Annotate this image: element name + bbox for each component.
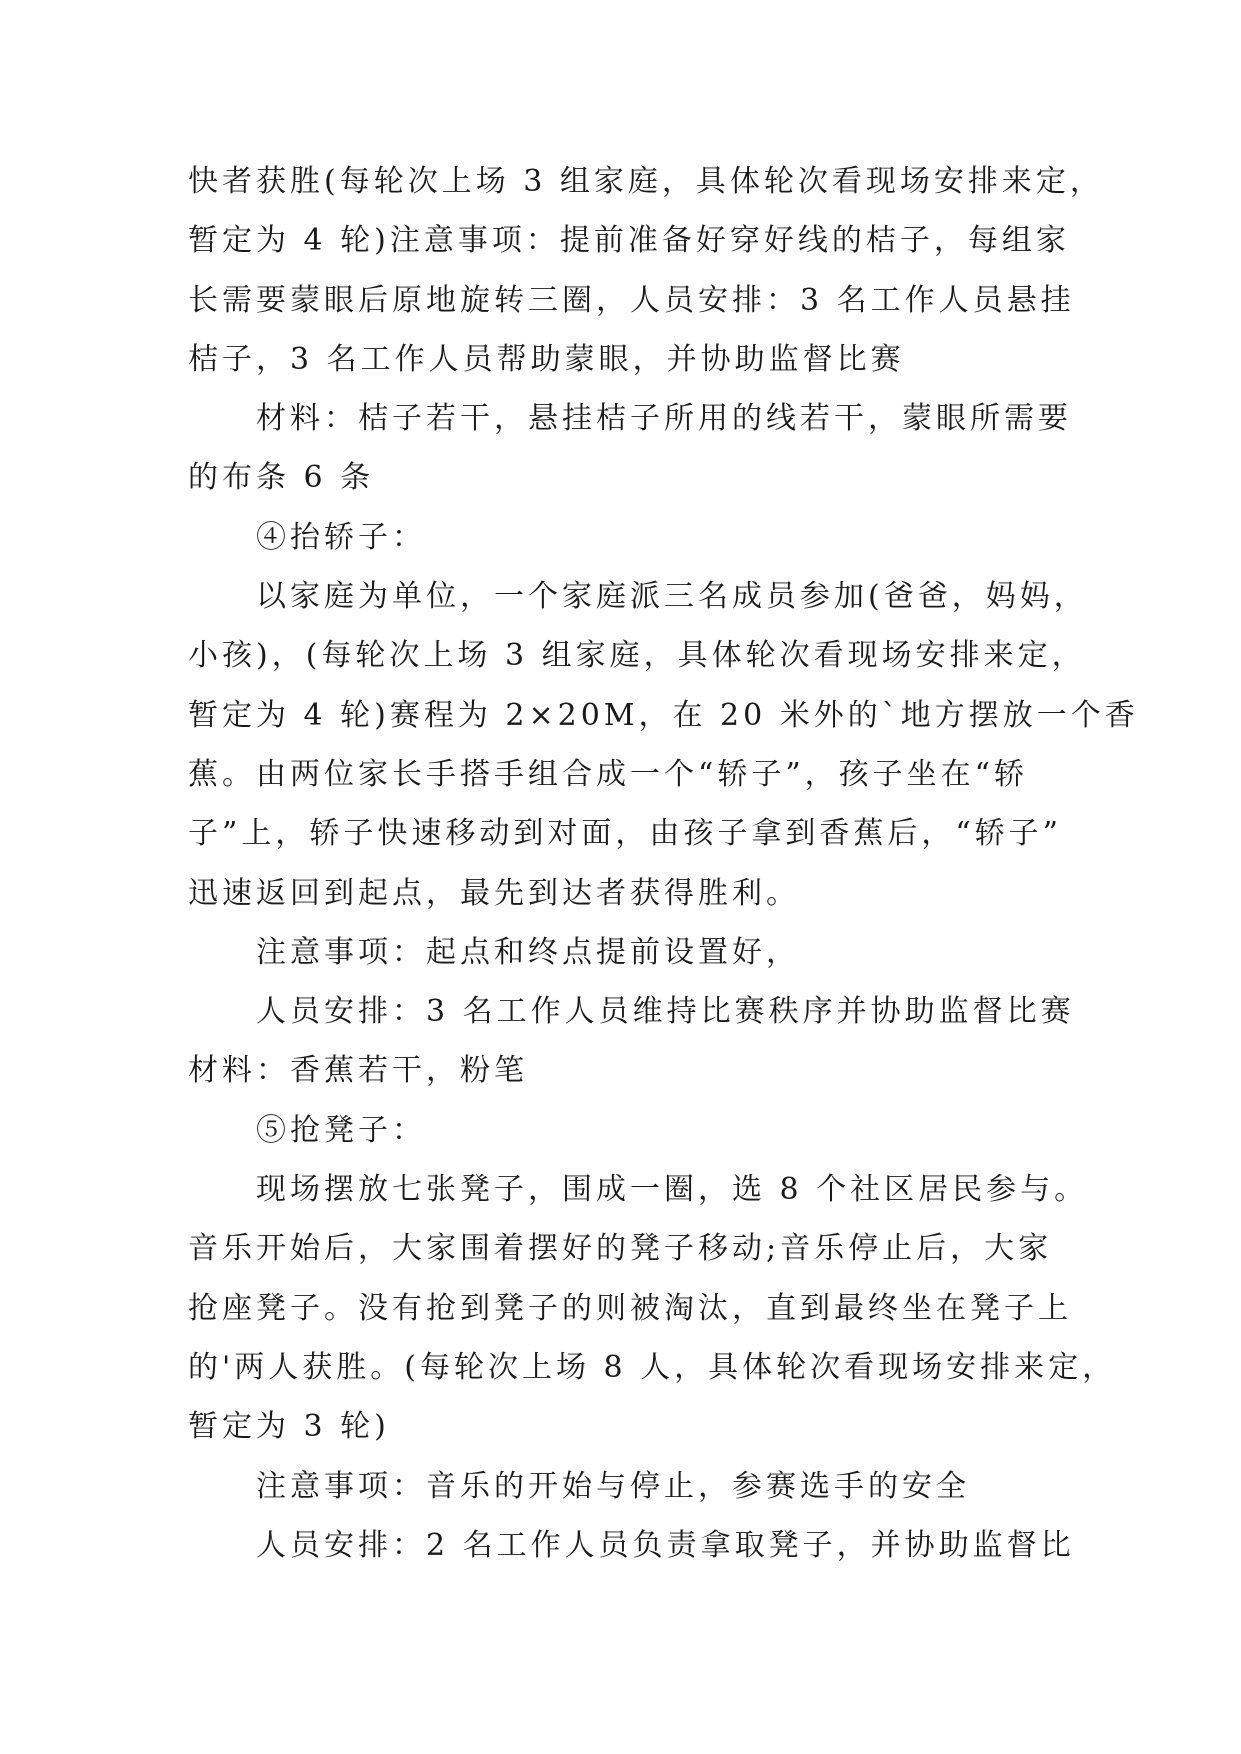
text-line: 现场摆放七张凳子，围成一圈，选 8 个社区居民参与。 xyxy=(256,1172,1089,1208)
section-heading: ⑤抢凳子： xyxy=(256,1112,426,1148)
text-line: 抢座凳子。没有抢到凳子的则被淘汰，直到最终坐在凳子上 xyxy=(188,1290,1072,1326)
document-body xyxy=(188,152,1139,1575)
text-line: 暂定为 4 轮)赛程为 2×20M，在 20 米外的`地方摆放一个香 xyxy=(188,697,1139,733)
text-line: 以家庭为单位，一个家庭派三名成员参加(爸爸，妈妈， xyxy=(256,579,1088,615)
text-line: 人员安排：2 名工作人员负责拿取凳子，并协助监督比 xyxy=(256,1527,1075,1563)
text-line: 的布条 6 条 xyxy=(188,460,375,496)
text-line: 桔子，3 名工作人员帮助蒙眼，并协助监督比赛 xyxy=(188,341,905,377)
text-line: 音乐开始后，大家围着摆好的凳子移动;音乐停止后，大家 xyxy=(188,1231,1053,1267)
text-line: 材料：桔子若干，悬挂桔子所用的线若干，蒙眼所需要 xyxy=(256,401,1072,437)
text-line: 注意事项：音乐的开始与停止，参赛选手的安全 xyxy=(256,1468,970,1504)
text-line: 蕉。由两位家长手搭手组合成一个“轿子”，孩子坐在“轿 xyxy=(188,756,1029,792)
text-line: 快者获胜(每轮次上场 3 组家庭，具体轮次看现场安排来定， xyxy=(188,164,1104,199)
text-line: 迅速返回到起点，最先到达者获得胜利。 xyxy=(188,875,800,911)
section-heading: ④抬轿子： xyxy=(256,519,426,555)
text-line: 暂定为 3 轮) xyxy=(188,1409,390,1445)
text-line: 人员安排：3 名工作人员维持比赛秩序并协助监督比赛 xyxy=(256,994,1075,1030)
text-line: 的'两人获胜。(每轮次上场 8 人，具体轮次看现场安排来定， xyxy=(188,1349,1117,1385)
text-line: 材料：香蕉若干，粉笔 xyxy=(188,1053,528,1089)
text-line: 暂定为 4 轮)注意事项：提前准备好穿好线的桔子，每组家 xyxy=(188,223,1070,259)
text-line: 注意事项：起点和终点提前设置好， xyxy=(256,934,800,970)
text-line: 子”上，轿子快速移动到对面，由孩子拿到香蕉后，“轿子” xyxy=(188,816,1063,852)
text-line: 小孩)，(每轮次上场 3 组家庭，具体轮次看现场安排来定， xyxy=(188,638,1086,674)
text-line: 长需要蒙眼后原地旋转三圈，人员安排：3 名工作人员悬挂 xyxy=(188,282,1075,318)
